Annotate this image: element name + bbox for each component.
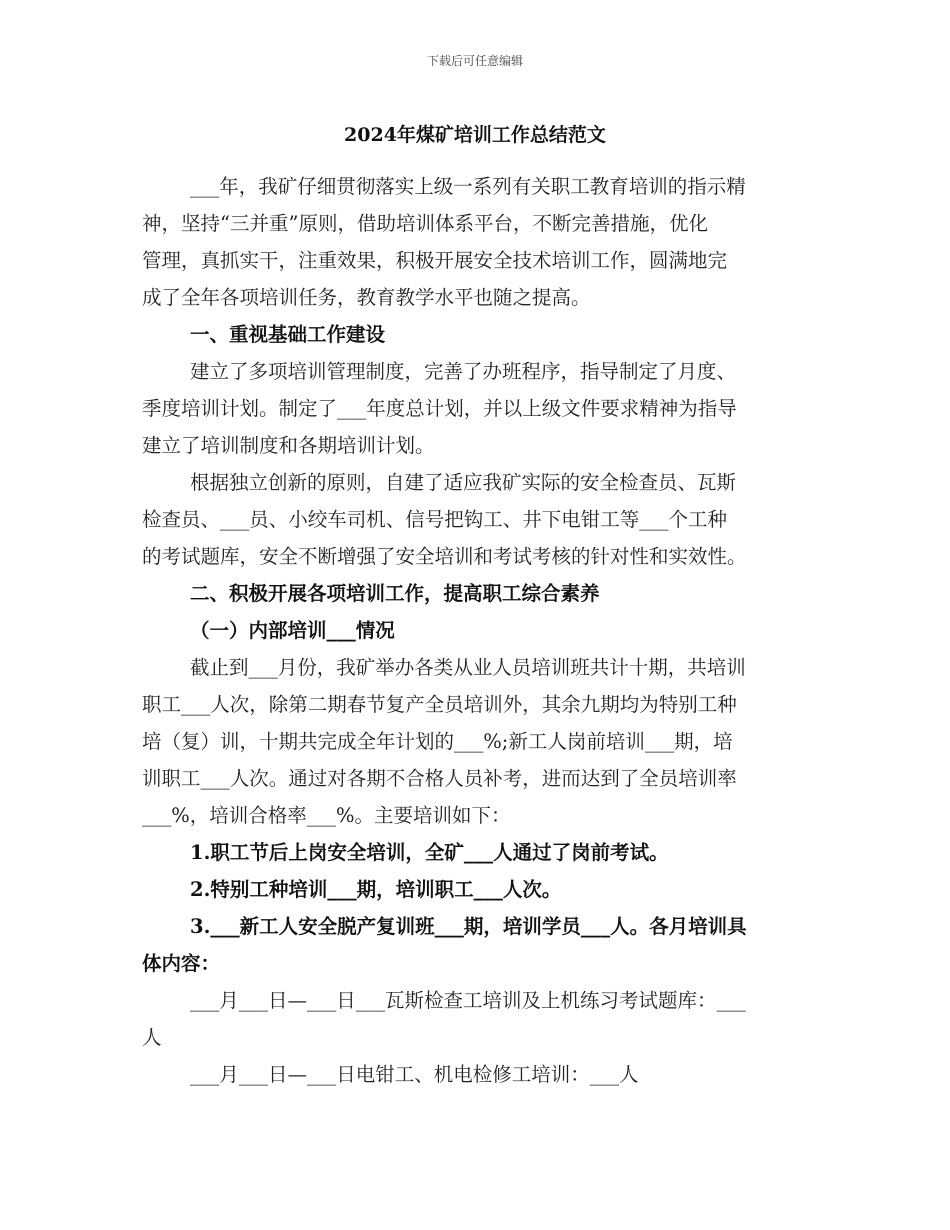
schedule-line: ___月___日—___日电钳工、机电检修工培训：___人 xyxy=(190,1063,639,1086)
document-title: 2024年煤矿培训工作总结范文 xyxy=(344,124,606,146)
list-item: 3.___新工人安全脱产复训班___期，培训学员___人。各月培训具 xyxy=(190,915,747,938)
paragraph-line: 神，坚持“三并重”原则，借助培训体系平台，不断完善措施，优化 xyxy=(142,212,708,235)
schedule-line: 人 xyxy=(142,1026,162,1049)
paragraph-line: 的考试题库，安全不断增强了安全培训和考试考核的针对性和实效性。 xyxy=(142,545,747,568)
subsection-heading: （一）内部培训___情况 xyxy=(190,619,395,642)
list-item: 2.特别工种培训___期，培训职工___人次。 xyxy=(190,878,562,901)
paragraph-line: 培（复）训，十期共完成全年计划的___%;新工人岗前培训___期，培 xyxy=(142,730,733,753)
paragraph-line: 根据独立创新的原则，自建了适应我矿实际的安全检查员、瓦斯 xyxy=(190,471,737,494)
paragraph-line: 截止到___月份，我矿举办各类从业人员培训班共计十期，共培训 xyxy=(190,656,746,679)
header-note: 下载后可任意编辑 xyxy=(426,54,523,68)
section-heading: 一、重视基础工作建设 xyxy=(190,323,386,346)
paragraph-line: 训职工___人次。通过对各期不合格人员补考，进而达到了全员培训率 xyxy=(142,767,737,790)
paragraph-line: 季度培训计划。制定了___年度总计划，并以上级文件要求精神为指导 xyxy=(142,397,737,420)
section-heading: 二、积极开展各项培训工作，提高职工综合素养 xyxy=(190,582,600,605)
paragraph-line: 成了全年各项培训任务，教育教学水平也随之提高。 xyxy=(142,286,591,309)
schedule-line: ___月___日—___日___瓦斯检查工培训及上机练习考试题库：___ xyxy=(190,989,746,1012)
paragraph-line: 职工___人次，除第二期春节复产全员培训外，其余九期均为特别工种 xyxy=(142,693,737,716)
paragraph-line: 建立了培训制度和各期培训计划。 xyxy=(142,434,435,457)
list-item: 1.职工节后上岗安全培训，全矿___人通过了岗前考试。 xyxy=(190,841,669,864)
paragraph-line: ___年，我矿仔细贯彻落实上级一系列有关职工教育培训的指示精 xyxy=(190,175,746,198)
list-item-continuation: 体内容： xyxy=(142,952,221,975)
paragraph-line: 建立了多项培训管理制度，完善了办班程序，指导制定了月度、 xyxy=(190,360,737,383)
paragraph-line: 检查员、___员、小绞车司机、信号把钩工、井下电钳工等___个工种 xyxy=(142,508,728,531)
paragraph-line: 管理，真抓实干，注重效果，积极开展安全技术培训工作，圆满地完 xyxy=(142,249,728,272)
paragraph-line: ___%，培训合格率___%。主要培训如下： xyxy=(142,804,511,827)
